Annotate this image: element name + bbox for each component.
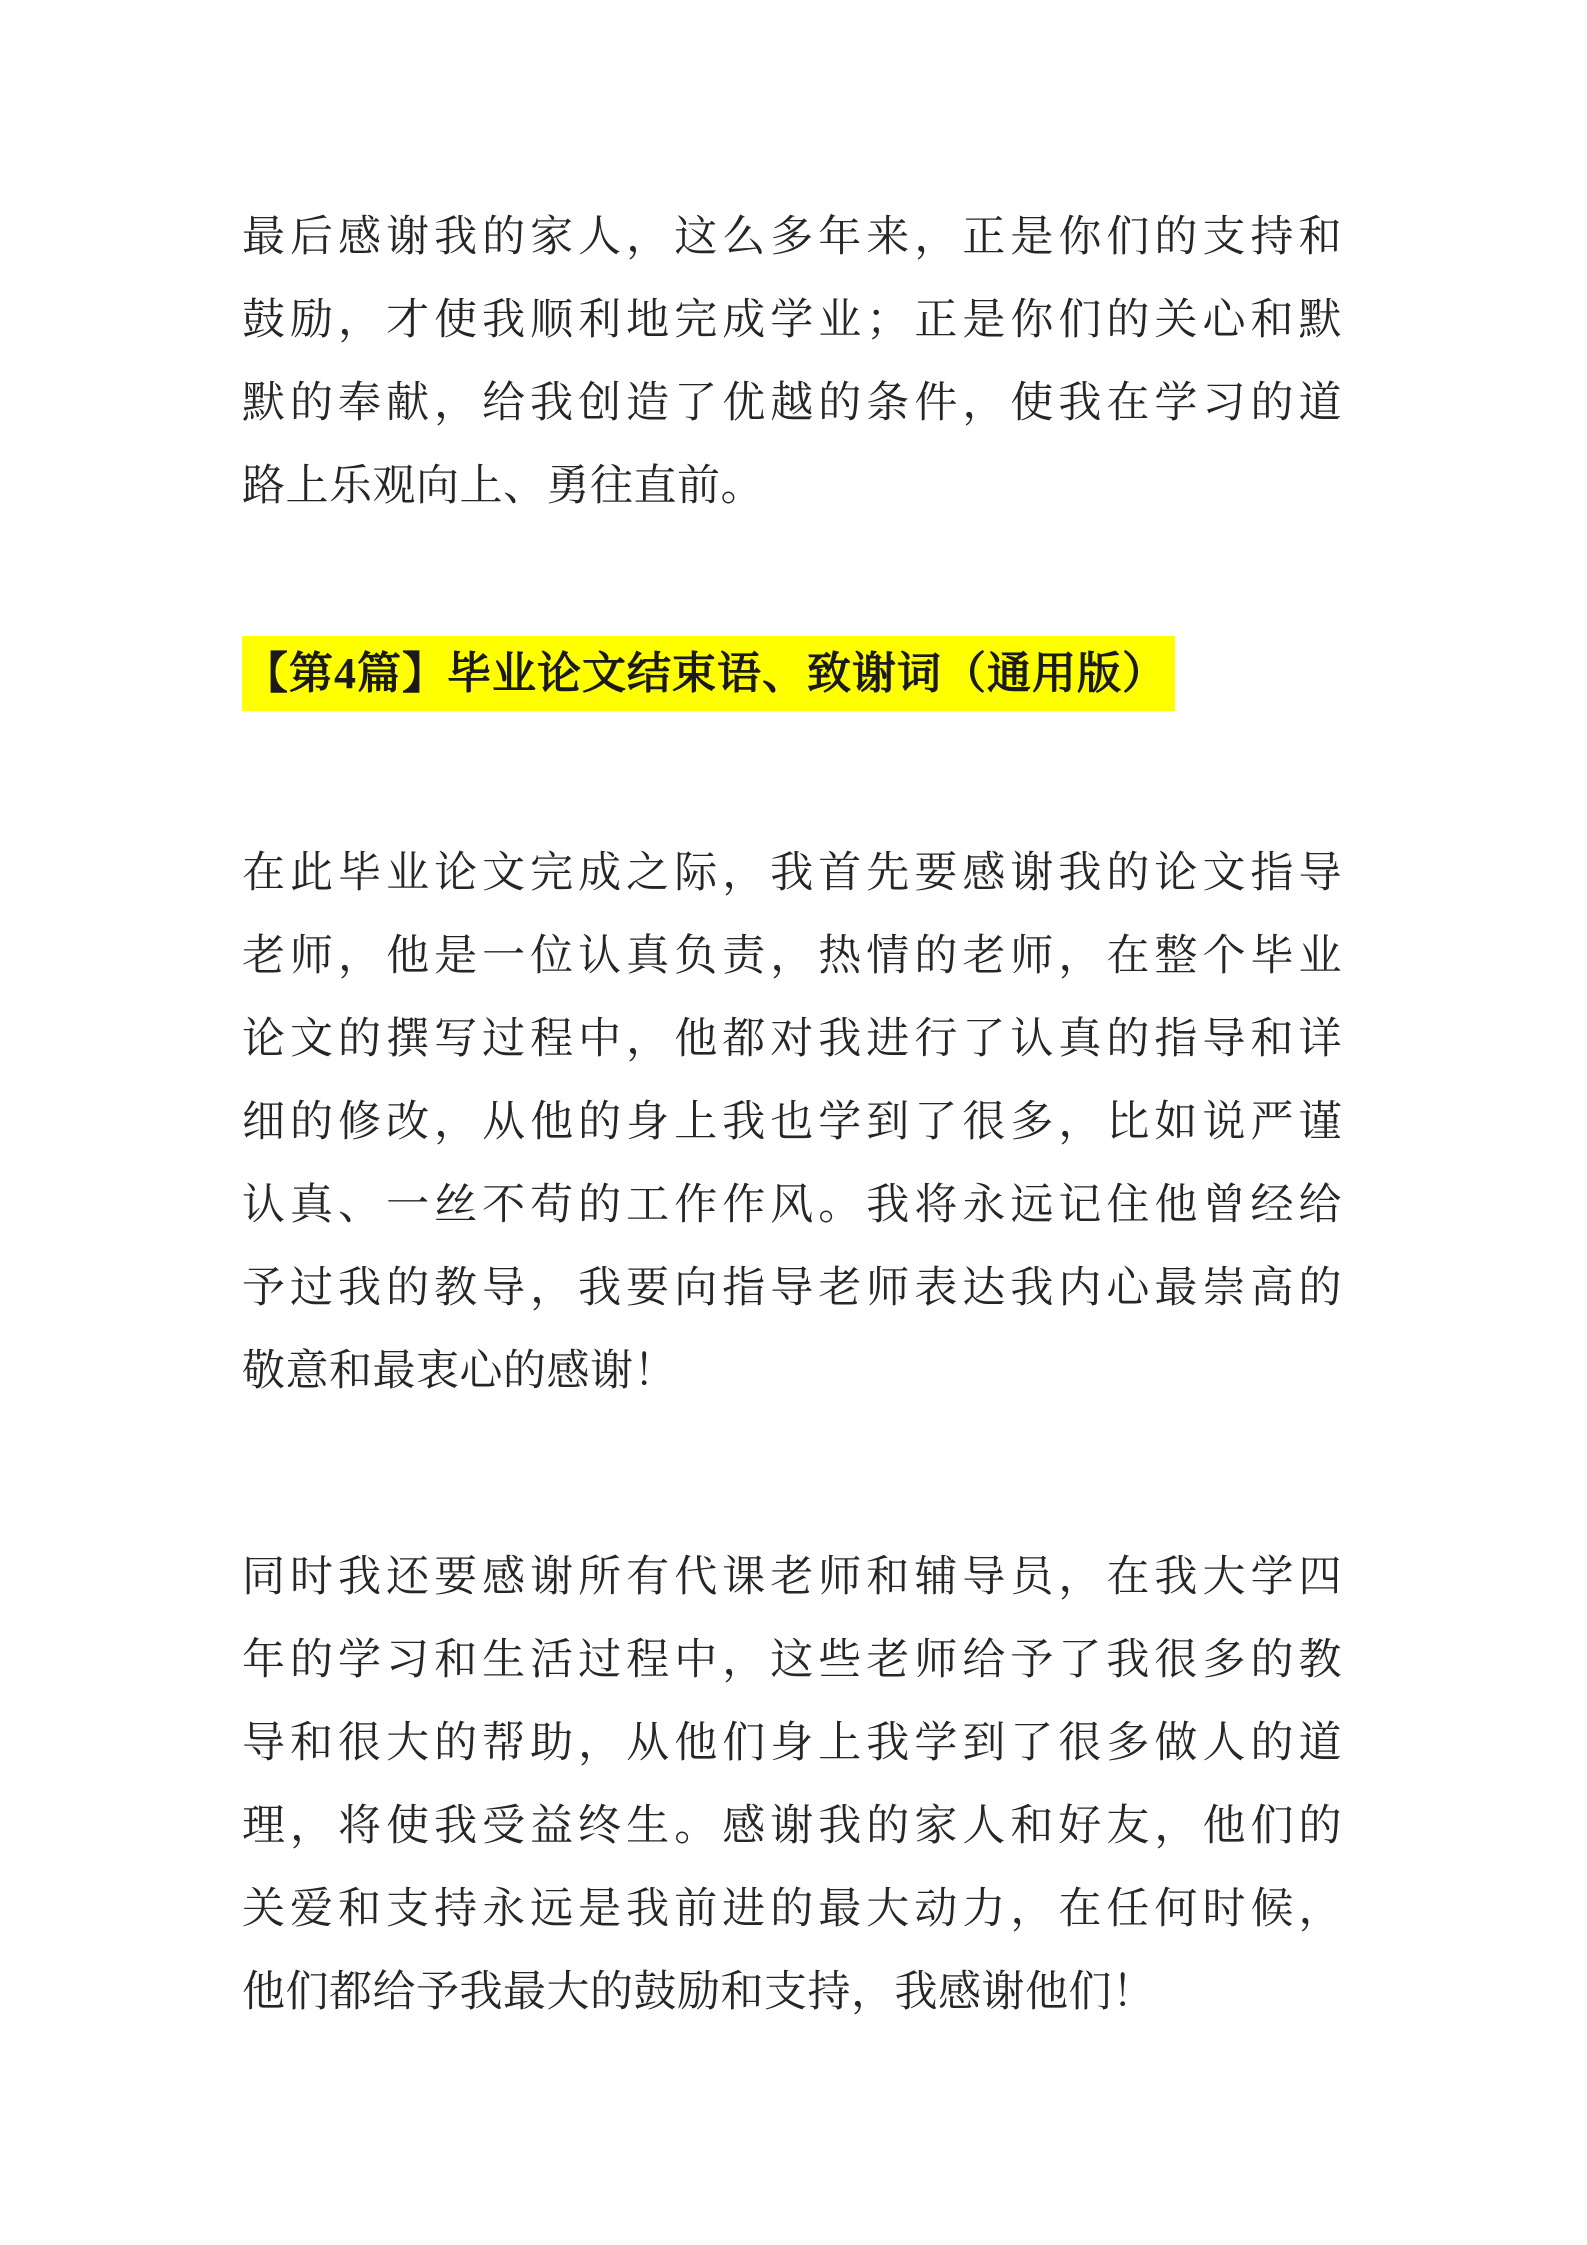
text-line: 论文的撰写过程中，他都对我进行了认真的指导和详 bbox=[242, 1016, 1342, 1063]
section-heading bbox=[242, 636, 1342, 712]
text-line: 同时我还要感谢所有代课老师和辅导员，在我大学四 bbox=[242, 1554, 1342, 1601]
text-line: 在此毕业论文完成之际，我首先要感谢我的论文指导 bbox=[242, 850, 1342, 897]
text-line: 敬意和最衷心的感谢！ bbox=[242, 1348, 677, 1395]
paragraph-family-thanks bbox=[242, 196, 1342, 528]
text-line: 鼓励，才使我顺利地完成学业；正是你们的关心和默 bbox=[242, 297, 1342, 344]
text-line: 默的奉献，给我创造了优越的条件，使我在学习的道 bbox=[242, 380, 1342, 427]
text-line: 最后感谢我的家人，这么多年来，正是你们的支持和 bbox=[242, 214, 1342, 261]
section-heading-highlighted-text: 【第4篇】毕业论文结束语、致谢词（通用版） bbox=[242, 636, 1175, 711]
text-line: 细的修改，从他的身上我也学到了很多，比如说严谨 bbox=[242, 1099, 1342, 1146]
paragraph-advisor-thanks bbox=[242, 832, 1342, 1413]
text-line: 老师，他是一位认真负责，热情的老师，在整个毕业 bbox=[242, 933, 1342, 980]
text-line: 认真、一丝不苟的工作作风。我将永远记住他曾经给 bbox=[242, 1182, 1342, 1229]
text-line: 路上乐观向上、勇往直前。 bbox=[242, 463, 764, 510]
text-line: 年的学习和生活过程中，这些老师给予了我很多的教 bbox=[242, 1637, 1342, 1684]
paragraph-teachers-family-thanks bbox=[242, 1536, 1342, 2034]
text-line: 导和很大的帮助，从他们身上我学到了很多做人的道 bbox=[242, 1720, 1342, 1767]
text-line: 予过我的教导，我要向指导老师表达我内心最崇高的 bbox=[242, 1265, 1342, 1312]
text-line: 理，将使我受益终生。感谢我的家人和好友，他们的 bbox=[242, 1803, 1342, 1850]
text-line: 他们都给予我最大的鼓励和支持，我感谢他们！ bbox=[242, 1969, 1156, 2016]
text-line: 关爱和支持永远是我前进的最大动力，在任何时候， bbox=[242, 1886, 1342, 1933]
